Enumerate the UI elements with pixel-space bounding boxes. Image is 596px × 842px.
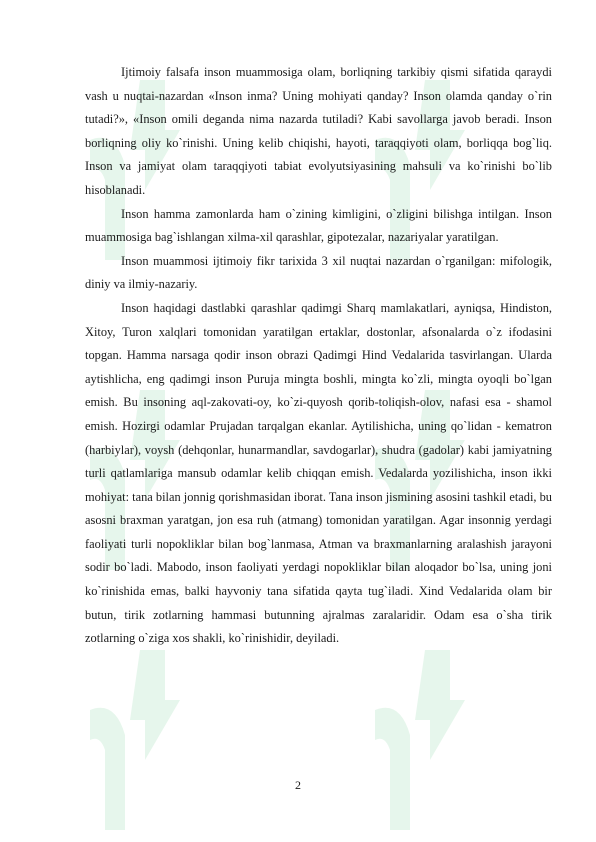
page-number: 2 — [295, 778, 301, 792]
paragraph: Inson muammosi ijtimoiy fikr tarixida 3 xil nuqtai nazardan o`rganilgan: mifologik, diniy va ilmiy-nazariy. — [85, 253, 552, 292]
paragraph: Inson hamma zamonlarda ham o`zining kimligini, o`zligini bilishga intilgan. Inson muammosiga bag`ishlangan xilma-xil qarashlar, gipotezalar, nazariyalar yaratilgan. — [85, 206, 552, 245]
body-text — [85, 61, 552, 651]
paragraph: Inson haqidagi dastlabki qarashlar qadimgi Sharq mamlakatlari, ayniqsa, Hindiston, Xitoy, Turon xalqlari tomonidan yaratilgan ertaklar, dostonlar, afsonalarda o`z ifodasini topgan. Hamma narsaga qodir inson obrazi Qadimgi Hind Vedalarida tasvirlangan. Ularda aytishlicha, eng qadimgi inson Puruja mingta boshli, mingta ko`zli, mingta oyoqli bo`lgan emish. Bu insoning aql-zakovati-oy, ko`zi-quyosh qorib-toliqish-olov, nafasi esa - shamol emish. Hozirgi odamlar Prujadan tarqalgan ekanlar. Aytilishicha, uning qo`lidan - kematron (harbiylar), voysh (dehqonlar, hunarmandlar, savdogarlar), shudra (gadolar) kabi jamiyatning turli qatlamlariga mansub odamlar kelib chiqqan emish. Vedalarda yozilishicha, inson ikki mohiyat: tana bilan jonnig qorishmasidan iborat. Tana inson jismining asosini tashkil etadi, bu asosni braxman yaratgan, jon esa ruh (atmang) tomonidan yaratilgan. Agar insonnig yerdagi faoliyati turli nopokliklar bilan bog`lanmasa, Atman va braxmanlarning aralashish jarayoni sodir bo`ladi. Mabodo, inson faoliyati yerdagi nopokliklar bilan aloqador bo`lsa, uning joni ko`rinishida emas, balki hayvoniy tana sifatida qayta tug`iladi. Xind Vedalarida olam bir butun, tirik zotlarning hammasi butunning ajralmas zaralaridir. Odam esa o`sha tirik zotlarning o`ziga xos shakli, ko`rinishidir, deyiladi. — [85, 300, 552, 646]
paragraph: Ijtimoiy falsafa inson muammosiga olam, borliqning tarkibiy qismi sifatida qaraydi vash u nuqtai-nazardan «Inson inma? Uning mohiyati qanday? Inson olamda qanday o`rin tutadi?», «Inson omili deganda nima nazarda tutiladi? Kabi savollarga javob beradi. Inson borliqning oliy ko`rinishi. Uning kelib chiqishi, hayoti, taraqqiyoti olam, borliqqa bog`liq. Inson va jamiyat olam taraqqiyoti tabiat evolyutsiyasining mahsuli va ko`rinishi bo`lib hisoblanadi. — [85, 65, 552, 197]
watermark-logo-icon — [355, 640, 475, 840]
watermark-logo-icon — [70, 640, 190, 840]
